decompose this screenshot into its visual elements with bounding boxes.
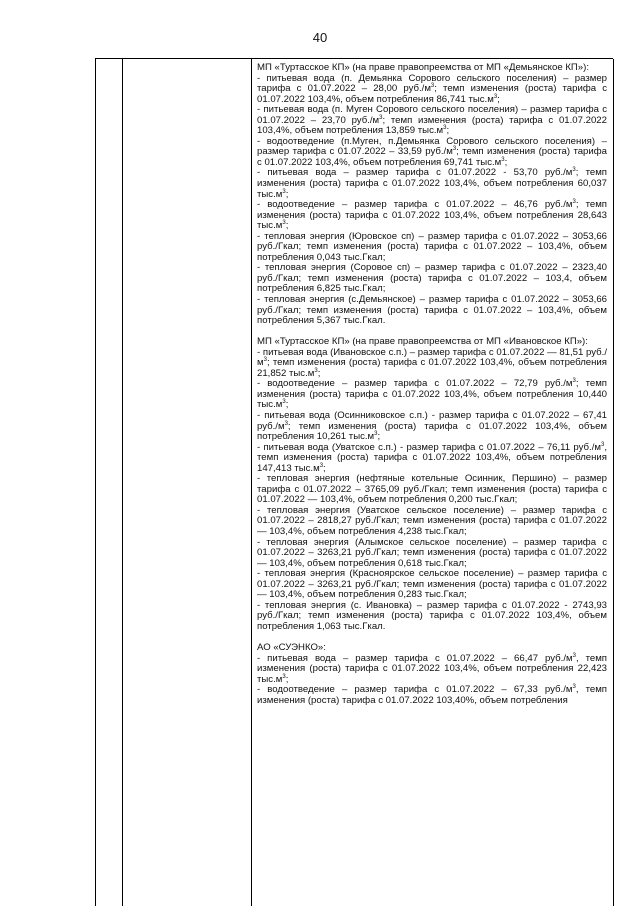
tariff-item: [257, 379, 607, 411]
tariff-text: ;: [504, 156, 508, 168]
column-divider: [613, 59, 614, 906]
tariff-text: ;: [377, 431, 381, 443]
unit-superscript: 3: [282, 673, 286, 680]
unit-superscript: 3: [314, 367, 318, 374]
tariff-item: [257, 474, 607, 506]
unit-superscript: 3: [452, 146, 457, 153]
tariff-text: - тепловая энергия (Красноярское сельское поселение) – размер тарифа с 01.07.2022 – 3263,21 руб./Гкал; темп изменения (роста) тарифа с 01.07.2022 — 103,4%, объем потребления 0,283 тыс.Гкал;: [257, 568, 607, 601]
tariff-text: ;: [497, 93, 500, 105]
tariff-text: - тепловая энергия (Юровское сп) – размер тарифа с 01.07.2022 – 3053,66 руб./Гкал; темп изменения (роста) тарифа с 01.07.2022 – 103,4%, объем потребления 0,043 тыс.Гкал;: [257, 230, 607, 263]
unit-superscript: 3: [282, 188, 286, 195]
tariff-text: ; темп изменения (роста) тарифа с 01.07.2022 103,4%, объем потребления 21,852 тыс.м: [257, 357, 607, 379]
tariff-text: ; темп изменения (роста) тарифа с 01.07.2022 103,4%, объем потребления 28,643 тыс.м: [257, 199, 608, 232]
unit-superscript: 3: [600, 441, 605, 448]
tariff-text: - питьевая вода (п. Демьянка Соровоrо сельского поселения) – размер тарифа с 01.07.2022 – 28,00 руб./м: [257, 72, 607, 95]
unit-superscript: 3: [319, 462, 324, 469]
column-divider: [122, 59, 123, 906]
tariff-item: [257, 443, 607, 475]
unit-superscript: 3: [493, 93, 498, 100]
tariff-text: - тепловая энергия (с. Ивановка) – размер тарифа с 01.07.2022 - 2743,93 руб./Гкал; темп изменения (роста) тарифа с 01.07.2022 103,4%, объем потребления 1,063 тыс.Гкал.: [257, 599, 607, 632]
tariff-item: [257, 137, 607, 169]
unit-superscript: 3: [572, 378, 576, 385]
tariff-text: ; темп изменения (роста) тарифа с 01.07.2022 103,4%, объем потребления 10,261 тыс.м: [257, 420, 607, 443]
tariff-text: - водоотведение – размер тарифа с 01.07.2022 – 72,79 руб./м: [257, 378, 573, 390]
unit-superscript: 3: [501, 156, 505, 163]
tariff-text: ; темп изменения (роста) тарифа с 01.07.2022 103,4%, объем потребления 86,741 тыс.м: [257, 83, 607, 105]
tariff-item: [257, 538, 607, 570]
document-table: [95, 58, 613, 906]
tariff-item: [257, 105, 607, 137]
tariff-text: - тепловая энергия (с.Демьянское) – размер тарифа с 01.07.2022 – 3053,66 руб./Гкал; темп изменения (роста) тарифа с 01.07.2022 – 103,4%, объем потребления 5,367 тыс.Гкал.: [257, 294, 607, 327]
tariff-item: [257, 348, 607, 380]
unit-superscript: 3: [374, 430, 378, 437]
tariff-text: ; темп изменения (роста) тарифа с 01.07.2022 103,4%, объем потребления 60,037 тыс.м: [257, 167, 607, 200]
tariff-text: - тепловая энергия (Соровое сп) – размер тарифа с 01.07.2022 – 2323,40 руб./Гкал; темп изменения (роста) тарифа с 01.07.2022 – 103,4, объем потребления 6,825 тыс.Гкал;: [257, 262, 607, 295]
tariff-item: [257, 74, 607, 106]
tariff-text: - водоотведение – размер тарифа с 01.07.2022 – 67,33 руб./м: [257, 684, 573, 696]
tariff-text: ;: [285, 673, 289, 685]
tariff-text: - питьевая вода – размер тарифа с 01.07.2022 - 53,70 руб./м: [257, 167, 573, 179]
unit-superscript: 3: [430, 82, 435, 89]
tariff-text: - водоотведение – размер тарифа с 01.07.2022 – 46,76 руб./м: [257, 199, 573, 211]
unit-superscript: 3: [284, 420, 288, 427]
unit-superscript: 3: [379, 114, 383, 121]
column-divider: [251, 59, 252, 906]
tariff-text: - питьевая вода (Осинниковское с.п.) - размер тарифа с 01.07.2022 – 67,41 руб./м: [257, 410, 607, 432]
tariff-text: - питьевая вода (Уватское с.п.) - размер тарифа с 01.07.2022 – 76,11 руб./м: [257, 441, 601, 453]
tariff-text: ; темп изменения (роста) тарифа с 01.07.2022 103,4%, объем потребления 69,741 тыс.м: [257, 146, 607, 168]
tariff-text: - водоотведение (п.Муген, п.Демьянка Сорового сельского поселения) – размер тарифа с 01.07.2022 – 33,59 руб./м: [257, 135, 607, 158]
tariff-item: [257, 685, 607, 706]
tariff-text: ;: [446, 125, 450, 137]
tariff-item: [257, 200, 607, 232]
tariff-text: ;: [285, 399, 289, 411]
tariff-text: ;: [317, 367, 321, 379]
tariff-item: [257, 654, 607, 686]
unit-superscript: 3: [443, 125, 447, 132]
tariff-text: - питьевая вода (Ивановское с.п.) – размер тарифа с 01.07.2022 — 81,51 руб./м: [257, 346, 607, 369]
tariff-text: ;: [323, 462, 326, 474]
tariff-text: , темп изменения (роста) тарифа с 01.07.2022 103,4%, объем потребления 147,413 тыс.м: [257, 441, 607, 474]
tariff-item: [257, 411, 607, 443]
page-number: 40: [312, 30, 328, 45]
tariff-text: , темп изменения (роста) тарифа с 01.07.2022 103,40%, объем потребления: [257, 684, 608, 706]
tariff-item: [257, 263, 607, 295]
tariff-text: ;: [285, 220, 289, 232]
unit-superscript: 3: [572, 683, 576, 690]
unit-superscript: 3: [572, 198, 576, 205]
tariff-text: ;: [285, 188, 289, 200]
tariff-text: ; темп изменения (роста) тарифа с 01.07.2022 103,4%, объем потребления 13,859 тыс.м: [257, 114, 607, 137]
tariff-text: - тепловая энергия (Уватское сельское поселение) – размер тарифа с 01.07.2022 – 2818,27 руб./Гкал; темп изменения (роста) тарифа с 01.07.2022 — 103,4%, объем потребления 4,238 тыс.Гкал;: [257, 504, 607, 538]
tariff-text: - тепловая энергия (нефтяные котельные Осинник, Першино) – размер тарифа с 01.07.2022 – 3765,09 руб./Гкал; темп изменения (роста) тарифа с 01.07.2022 — 103,4%, объем потребления 0,200 тыс.Гкал;: [257, 473, 607, 506]
unit-superscript: 3: [572, 167, 576, 174]
organization-heading: МП «Туртасское КП» (на праве правопреемства от МП «Демьянское КП»):: [257, 62, 589, 73]
unit-superscript: 3: [282, 220, 286, 227]
tariff-item: [257, 295, 607, 327]
tariff-item: [257, 601, 607, 633]
tariff-item: [257, 569, 607, 601]
tariff-item: [257, 168, 607, 200]
organization-heading: МП «Туртасское КП» (на праве правопреемства от МП «Ивановское КП»):: [257, 336, 588, 348]
tariff-text-cell: [257, 63, 607, 706]
tariff-text: - питьевая вода – размер тарифа с 01.07.2022 – 66,47 руб./м: [257, 652, 573, 664]
tariff-text: - питьевая вода (п. Муген Сорового сельского поселения) – размер тарифа с 01.07.2022 – 23,70 руб./м: [257, 104, 607, 126]
tariff-text: , темп изменения (роста) тарифа с 01.07.2022 103,4%, объем потребления 22,423 тыс.м: [257, 652, 607, 685]
unit-superscript: 3: [572, 652, 576, 659]
tariff-item: [257, 232, 607, 264]
tariff-item: [257, 506, 607, 538]
organization-heading: АО «СУЭНКО»:: [257, 641, 326, 653]
unit-superscript: 3: [282, 399, 286, 406]
unit-superscript: 3: [263, 357, 267, 364]
tariff-text: ; темп изменения (роста) тарифа с 01.07.2022 103,4%, объем потребления 10,440 тыс.м: [257, 378, 608, 411]
tariff-text: - тепловая энергия (Алымское сельское поселение) – размер тарифа с 01.07.2022 – 3263,21 руб./Гкал; темп изменения (роста) тарифа с 01.07.2022 — 103,4%, объем потребления 0,618 тыс.Гкал;: [257, 536, 607, 569]
